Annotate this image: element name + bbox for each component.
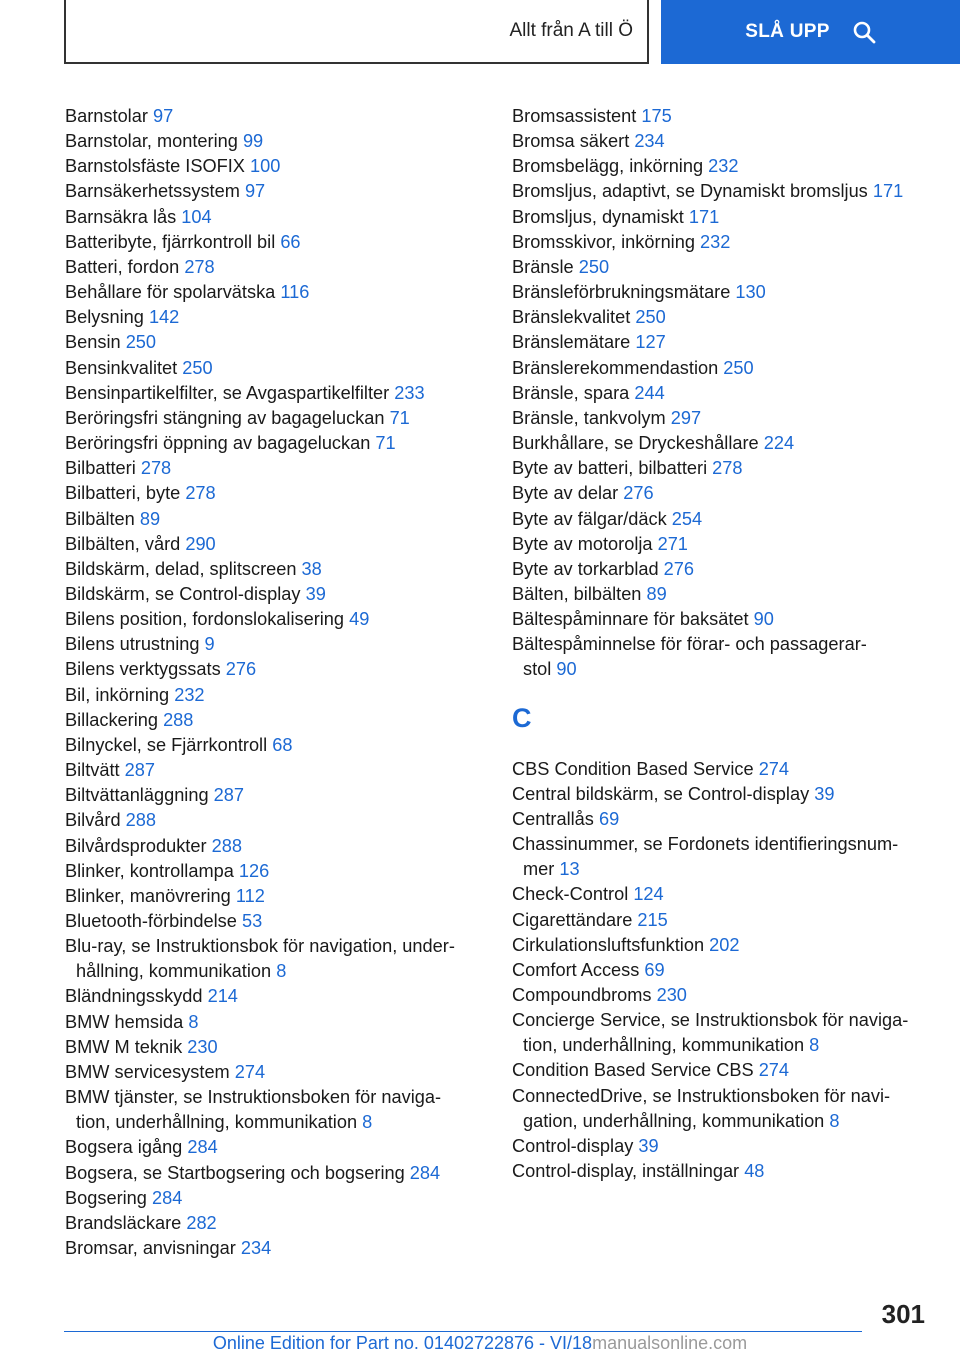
page-reference-link[interactable]: 274 [758, 1060, 790, 1081]
index-group-c [512, 757, 942, 1185]
index-entry [65, 330, 495, 355]
index-entry [65, 708, 495, 733]
page-reference-link[interactable]: 69 [644, 959, 665, 980]
entry-term: Bildskärm, delad, splitscreen [65, 558, 297, 579]
entry-term: Bromsa säkert [512, 131, 630, 152]
entry-term: Biltvättanläggning [65, 785, 209, 806]
page-reference-link[interactable]: 171 [688, 206, 720, 227]
entry-term: Bensin [65, 332, 121, 353]
index-entry [512, 757, 942, 782]
index-entry [512, 908, 942, 933]
index-entry [65, 456, 495, 481]
page-reference-link[interactable]: 276 [663, 558, 695, 579]
page-reference-link[interactable]: 126 [238, 860, 270, 881]
entry-term: Byte av delar [512, 483, 619, 504]
lookup-label: SLÅ UPP [745, 21, 830, 42]
entry-term: Bensinpartikelfilter, se Avgaspartikelfilter [65, 382, 390, 403]
a-to-z-tab[interactable] [64, 0, 649, 64]
page-reference-link[interactable]: 68 [272, 734, 293, 755]
page-reference-link[interactable]: 278 [184, 256, 215, 277]
page-reference-link[interactable]: 250 [182, 357, 213, 378]
page-reference-link[interactable]: 99 [242, 131, 264, 152]
index-entry [512, 481, 942, 506]
index-entry [512, 179, 942, 204]
page-reference-link[interactable]: 89 [139, 508, 161, 529]
index-entry [512, 330, 942, 355]
page-reference-link[interactable]: 282 [186, 1212, 217, 1233]
entry-term: Barnstolsfäste ISOFIX [65, 156, 245, 177]
page-reference-link[interactable]: 287 [124, 760, 156, 781]
index-entry [512, 882, 942, 907]
index-entry [512, 356, 942, 381]
page-reference-link[interactable]: 142 [148, 307, 180, 328]
entry-term: Billackering [65, 709, 158, 730]
index-entry [512, 1084, 942, 1134]
page-reference-link[interactable]: 274 [758, 758, 790, 779]
index-entry [65, 582, 495, 607]
entry-term: ConnectedDrive, se Instruktionsboken för navi- [512, 1085, 891, 1106]
index-entry [512, 782, 942, 807]
entry-term: Bilvård [65, 810, 121, 831]
page-reference-link[interactable]: 8 [809, 1035, 820, 1056]
index-entry [512, 958, 942, 983]
page-reference-link[interactable]: 71 [389, 407, 410, 428]
entry-term: Bränsleförbrukningsmätare [512, 282, 731, 303]
page-reference-link[interactable]: 90 [556, 659, 577, 680]
entry-term: Bromsbelägg, inkörning [512, 156, 704, 177]
index-entry [512, 255, 942, 280]
index-entry [65, 230, 495, 255]
index-entry [65, 532, 495, 557]
search-icon [852, 20, 876, 44]
page-reference-link[interactable]: 9 [204, 634, 215, 655]
index-entry [65, 280, 495, 305]
entry-term-continued: tion, underhållning, kommunikation [523, 1035, 805, 1056]
page-reference-link[interactable]: 284 [151, 1187, 183, 1208]
entry-term: Blinker, manövrering [65, 885, 231, 906]
footer-divider [64, 1331, 862, 1332]
index-entry [512, 129, 942, 154]
index-entry [65, 859, 495, 884]
index-entry [65, 984, 495, 1009]
page-reference-link[interactable]: 127 [635, 332, 666, 353]
page-reference-link[interactable]: 250 [635, 307, 666, 328]
index-entry [65, 808, 495, 833]
entry-term: Bländningsskydd [65, 986, 203, 1007]
index-entry [65, 129, 495, 154]
watermark-text: manualsonline.com [592, 1333, 748, 1353]
lookup-button[interactable] [661, 0, 960, 64]
index-entry [65, 255, 495, 280]
entry-term-continued: stol [523, 659, 552, 680]
index-entry [512, 154, 942, 179]
page-reference-link[interactable]: 100 [249, 156, 281, 177]
page-reference-link[interactable]: 288 [125, 810, 157, 831]
page-reference-link[interactable]: 276 [623, 483, 654, 504]
page-number: 301 [881, 1299, 925, 1329]
page-reference-link[interactable]: 230 [656, 985, 687, 1005]
entry-term: Byte av fälgar/däck [512, 508, 667, 529]
entry-term: Concierge Service, se Instruktionsbok för naviga- [512, 1010, 909, 1031]
page-reference-link[interactable]: 287 [213, 785, 245, 806]
section-letter-c: C [512, 702, 532, 733]
index-entry [512, 1058, 942, 1083]
entry-term-continued: mer [523, 859, 555, 880]
entry-term: Bältespåminnelse för förar- och passagerar- [512, 634, 867, 655]
entry-term: Central bildskärm, se Control-display [512, 783, 810, 804]
page-reference-link[interactable]: 276 [225, 659, 257, 680]
entry-term: Bromsskivor, inkörning [512, 231, 695, 252]
page-reference-link[interactable]: 278 [140, 458, 172, 479]
index-entry [65, 909, 495, 934]
page-reference-link[interactable]: 13 [559, 859, 580, 880]
page-reference-link[interactable]: 278 [712, 458, 743, 479]
index-entry [512, 807, 942, 832]
page-reference-link[interactable]: 215 [637, 909, 668, 930]
page-reference-link[interactable]: 254 [671, 508, 703, 529]
page-reference-link[interactable]: 288 [211, 835, 242, 856]
entry-term: Bränslekvalitet [512, 307, 631, 328]
index-entry [65, 1060, 495, 1085]
page-reference-link[interactable]: 66 [280, 231, 301, 252]
index-entry [65, 431, 495, 456]
index-entry [65, 557, 495, 582]
page-reference-link[interactable]: 104 [181, 206, 212, 227]
index-entry [65, 205, 495, 230]
entry-term: Bilnyckel, se Fjärrkontroll [65, 734, 268, 755]
entry-term: Barnstolar, montering [65, 131, 238, 152]
index-entry [65, 381, 495, 406]
index-entry [512, 1159, 942, 1184]
entry-term: Chassinummer, se Fordonets identifieringsnum- [512, 834, 899, 855]
page-reference-link[interactable]: 284 [409, 1162, 441, 1183]
index-entry [65, 1010, 495, 1035]
page-reference-link[interactable]: 53 [241, 911, 263, 931]
index-entry [512, 607, 942, 632]
entry-term-continued: tion, underhållning, kommunikation [76, 1112, 358, 1133]
index-entry [512, 431, 942, 456]
index-entry [65, 305, 495, 330]
page-reference-link[interactable]: 90 [753, 609, 774, 630]
entry-term: Bromsar, anvisningar [65, 1238, 236, 1259]
page-reference-link[interactable]: 38 [301, 558, 322, 579]
index-entry [512, 832, 942, 882]
entry-term: Blu-ray, se Instruktionsbok för navigation, under- [65, 936, 455, 957]
entry-term: Byte av batteri, bilbatteri [512, 458, 708, 479]
a-to-z-label: Allt från A till Ö [509, 20, 633, 41]
page-reference-link[interactable]: 8 [829, 1110, 840, 1131]
entry-term: Barnsäkra lås [65, 206, 177, 227]
index-entry [65, 758, 495, 783]
footer-edition [0, 1333, 960, 1354]
index-column-left [65, 104, 495, 1261]
entry-term: BMW hemsida [65, 1011, 184, 1032]
page-reference-link[interactable]: 175 [641, 106, 672, 126]
index-entry [512, 456, 942, 481]
entry-term: Byte av torkarblad [512, 558, 659, 579]
page-reference-link[interactable]: 214 [207, 986, 238, 1007]
page-reference-link[interactable]: 234 [240, 1238, 272, 1259]
index-entry [512, 507, 942, 532]
page-reference-link[interactable]: 97 [244, 181, 266, 202]
entry-term: Bogsera, se Startbogsering och bogsering [65, 1162, 405, 1183]
index-entry [512, 280, 942, 305]
entry-term: Behållare för spolarvätska [65, 282, 276, 303]
index-entry [65, 1135, 495, 1160]
entry-term: Bensinkvalitet [65, 357, 178, 378]
page-reference-link[interactable]: 234 [634, 131, 665, 152]
page-reference-link[interactable]: 232 [708, 156, 739, 177]
index-entry [512, 933, 942, 958]
entry-term: Bilbatteri [65, 458, 136, 479]
page-reference-link[interactable]: 274 [234, 1061, 266, 1082]
entry-term: Beröringsfri öppning av bagageluckan [65, 433, 371, 454]
entry-term: Batteri, fordon [65, 256, 180, 277]
page-reference-link[interactable]: 8 [276, 961, 287, 982]
entry-term: BMW M teknik [65, 1036, 183, 1057]
page-reference-link[interactable]: 39 [638, 1135, 659, 1156]
index-entry [65, 733, 495, 758]
index-entry [65, 683, 495, 708]
entry-term: Cigarettändare [512, 909, 633, 930]
entry-term: Byte av motorolja [512, 533, 653, 554]
entry-term: Bränsle [512, 256, 574, 277]
index-entry [512, 230, 942, 255]
index-entry [65, 934, 495, 984]
index-entry [65, 507, 495, 532]
index-entry [65, 1186, 495, 1211]
index-entry [65, 1211, 495, 1236]
index-entry [512, 406, 942, 431]
page-reference-link[interactable]: 250 [578, 256, 610, 277]
entry-term: Condition Based Service CBS [512, 1060, 754, 1081]
index-group-b-continued [512, 104, 942, 683]
entry-term: Bränslerekommendastion [512, 357, 719, 378]
page-reference-link[interactable]: 69 [598, 808, 620, 829]
page-reference-link[interactable]: 244 [634, 382, 665, 403]
index-column-right [512, 104, 942, 1184]
page-reference-link[interactable]: 130 [735, 282, 766, 303]
page-reference-link[interactable]: 250 [125, 332, 157, 353]
entry-term: Bluetooth-förbindelse [65, 911, 237, 931]
page-reference-link[interactable]: 230 [187, 1036, 218, 1057]
entry-term: Bältespåminnare för baksätet [512, 609, 749, 630]
index-entry [65, 356, 495, 381]
page-reference-link[interactable]: 278 [185, 483, 216, 504]
page-reference-link[interactable]: 250 [723, 357, 754, 378]
page-reference-link[interactable]: 116 [280, 282, 310, 303]
index-entry [65, 179, 495, 204]
page-reference-link[interactable]: 8 [362, 1112, 373, 1133]
page-reference-link[interactable]: 171 [872, 181, 904, 202]
index-entry [512, 205, 942, 230]
index-entry [512, 557, 942, 582]
index-entry [65, 607, 495, 632]
index-entry [65, 632, 495, 657]
entry-term: Compoundbroms [512, 985, 652, 1005]
index-entry [512, 104, 942, 129]
index-entry [65, 783, 495, 808]
page-reference-link[interactable]: 124 [633, 884, 664, 905]
index-entry [65, 104, 495, 129]
page-reference-link[interactable]: 89 [646, 583, 667, 604]
index-entry [65, 406, 495, 431]
entry-term: Bildskärm, se Control-display [65, 583, 301, 604]
entry-term: Bromsljus, dynamiskt [512, 206, 684, 227]
page-reference-link[interactable]: 233 [394, 382, 425, 403]
entry-term: Bogsera igång [65, 1137, 183, 1158]
index-entry [512, 1008, 942, 1058]
index-entry [65, 1161, 495, 1186]
entry-term: Bilens position, fordonslokalisering [65, 609, 345, 630]
index-entry [65, 1236, 495, 1261]
index-entry [512, 632, 942, 682]
entry-term: Brandsläckare [65, 1212, 182, 1233]
entry-term: Bogsering [65, 1187, 147, 1208]
entry-term: Bränslemätare [512, 332, 631, 353]
entry-term: Beröringsfri stängning av bagageluckan [65, 407, 385, 428]
page-reference-link[interactable]: 49 [349, 609, 370, 630]
entry-term: Centrallås [512, 808, 594, 829]
page-reference-link[interactable]: 202 [709, 934, 740, 955]
entry-term: BMW tjänster, se Instruktionsboken för naviga- [65, 1087, 442, 1108]
page-reference-link[interactable]: 71 [375, 433, 396, 454]
entry-term: Bilens verktygssats [65, 659, 221, 680]
index-entry [65, 834, 495, 859]
index-entry [65, 884, 495, 909]
entry-term: Bränsle, tankvolym [512, 407, 666, 428]
index-entry [512, 532, 942, 557]
index-entry [65, 154, 495, 179]
top-navigation [0, 0, 960, 66]
entry-term: Bilens utrustning [65, 634, 200, 655]
entry-term-continued: gation, underhållning, kommunikation [523, 1110, 825, 1131]
entry-term: Bilbälten, vård [65, 533, 181, 554]
entry-term: Barnstolar [65, 106, 148, 126]
page-reference-link[interactable]: 48 [744, 1161, 765, 1182]
page-reference-link[interactable]: 290 [185, 533, 216, 554]
entry-term: Control-display, inställningar [512, 1161, 740, 1182]
entry-term: CBS Condition Based Service [512, 758, 754, 779]
index-entry [65, 1085, 495, 1135]
entry-term: Belysning [65, 307, 144, 328]
entry-term: Control-display [512, 1135, 634, 1156]
index-entry [512, 1134, 942, 1159]
index-entry [512, 381, 942, 406]
entry-term: Bil, inkörning [65, 684, 170, 705]
index-entry [512, 582, 942, 607]
page-reference-link[interactable]: 8 [188, 1011, 199, 1032]
entry-term: Batteribyte, fjärrkontroll bil [65, 231, 276, 252]
entry-term: Bilbatteri, byte [65, 483, 181, 504]
index-entry [65, 1035, 495, 1060]
entry-term: Biltvätt [65, 760, 120, 781]
entry-term-continued: hållning, kommunikation [76, 961, 272, 982]
page-reference-link[interactable]: 97 [152, 106, 174, 126]
entry-term: Cirkulationsluftsfunktion [512, 934, 705, 955]
entry-term: BMW servicesystem [65, 1061, 230, 1082]
entry-term: Barnsäkerhetssystem [65, 181, 240, 202]
entry-term: Blinker, kontrollampa [65, 860, 234, 881]
page-reference-link[interactable]: 39 [305, 583, 326, 604]
page-reference-link[interactable]: 224 [763, 433, 795, 454]
entry-term: Bromsassistent [512, 106, 637, 126]
edition-text: Online Edition for Part no. 01402722876 - VI/18 [212, 1333, 593, 1353]
page-reference-link[interactable]: 288 [163, 709, 194, 730]
entry-term: Bilbälten [65, 508, 135, 529]
index-entry [512, 983, 942, 1008]
index-entry [65, 481, 495, 506]
entry-term: Burkhållare, se Dryckeshållare [512, 433, 759, 454]
page-reference-link[interactable]: 112 [235, 885, 265, 906]
entry-term: Comfort Access [512, 959, 640, 980]
entry-term: Bränsle, spara [512, 382, 630, 403]
entry-term: Check-Control [512, 884, 629, 905]
page-reference-link[interactable]: 39 [814, 783, 835, 804]
page-reference-link[interactable]: 297 [670, 407, 702, 428]
entry-term: Bromsljus, adaptivt, se Dynamiskt bromsljus [512, 181, 868, 202]
page-reference-link[interactable]: 271 [657, 533, 688, 554]
page-reference-link[interactable]: 232 [174, 684, 205, 705]
page-reference-link[interactable]: 232 [700, 231, 731, 252]
entry-term: Bilvårdsprodukter [65, 835, 207, 856]
index-entry [512, 305, 942, 330]
page-reference-link[interactable]: 284 [187, 1137, 218, 1158]
entry-term: Bälten, bilbälten [512, 583, 642, 604]
index-entry [65, 657, 495, 682]
